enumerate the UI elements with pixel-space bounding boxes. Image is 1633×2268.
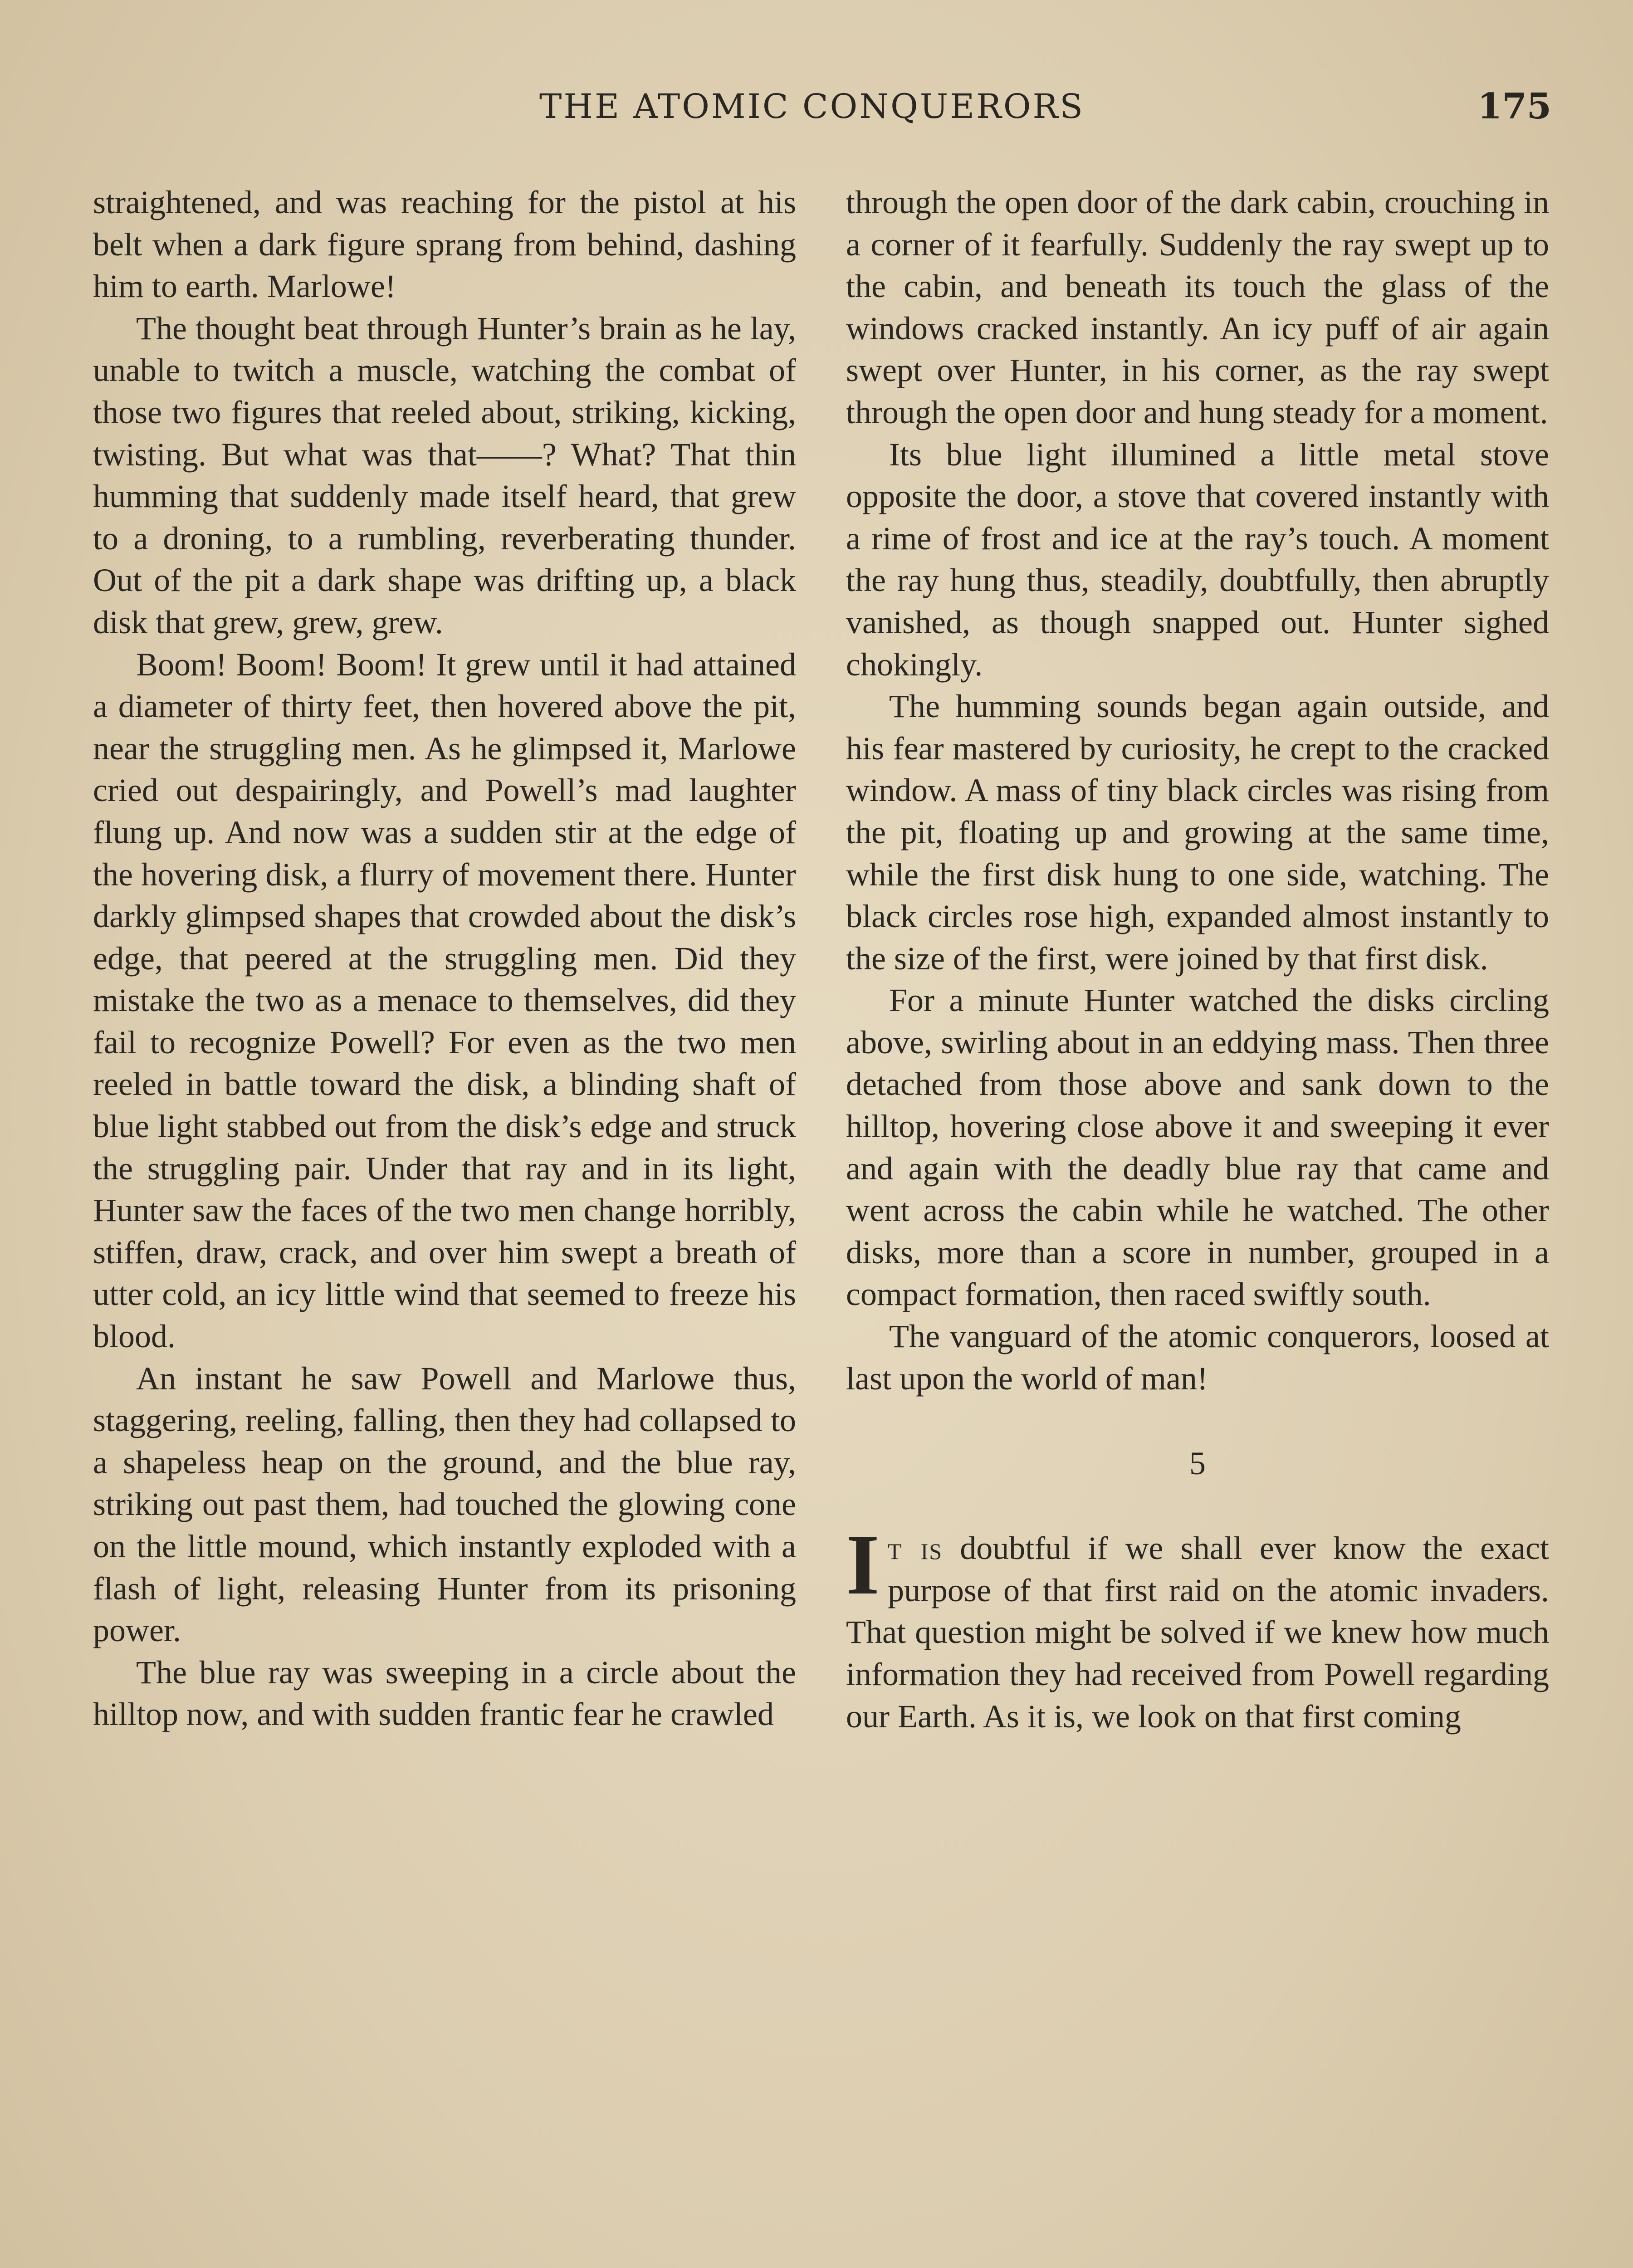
left-column bbox=[93, 181, 796, 1735]
paragraph: through the open door of the dark cabin, crouching in a corner of it fearfully. Suddenly the ray swept up to the cabin, and beneath its touch the glass of the windows cracked instantly. An icy puff of air again swept over Hunter, in his corner, as the ray swept through the open door and hung steady for a moment. bbox=[846, 184, 1549, 430]
right-column bbox=[846, 181, 1549, 1737]
paragraph: The thought beat through Hunter’s brain as he lay, unable to twitch a muscle, watching the combat of those two figures that reeled about, striking, kicking, twisting. But what was that——? What? That thin humming that suddenly made itself heard, that grew to a droning, to a rumbling, reverberating thunder. Out of the pit a dark shape was drifting up, a black disk that grew, grew, grew. bbox=[93, 310, 796, 640]
paragraph: Its blue light illumined a little metal stove opposite the door, a stove that covered instantly with a rime of frost and ice at the ray’s touch. A moment the ray hung thus, steadily, doubtfully, then abruptly vanished, as though snapped out. Hunter sighed chokingly. bbox=[846, 436, 1549, 683]
paragraph: straightened, and was reaching for the pistol at his belt when a dark figure sprang from behind, dashing him to earth. Marlowe! bbox=[93, 184, 796, 305]
section-opening-paragraph bbox=[846, 1517, 1550, 1737]
section-number: 5 bbox=[1189, 1445, 1206, 1482]
running-title: THE ATOMIC CONQUERORS bbox=[539, 87, 1085, 126]
page-header bbox=[73, 79, 1551, 134]
page-number: 175 bbox=[1477, 86, 1551, 127]
paragraph: The vanguard of the atomic conquerors, loosed at last upon the world of man! bbox=[846, 1318, 1549, 1397]
paragraph: An instant he saw Powell and Marlowe thus, staggering, reeling, falling, then they had collapsed to a shapeless heap on the ground, and the blue ray, striking out past them, had touched the glowing cone on the little mound, which instantly exploded with a flash of light, releasing Hunter from its prisoning power. bbox=[93, 1360, 796, 1649]
paragraph: Boom! Boom! Boom! It grew until it had attained a diameter of thirty feet, then hovered above the pit, near the struggling men. As he glimpsed it, Marlowe cried out despairingly, and Powell’s mad laughter flung up. And now was a sudden stir at the edge of the hovering disk, a flurry of movement there. Hunter darkly glimpsed shapes that crowded about the disk’s edge, that peered at the struggling men. Did they mistake the two as a menace to themselves, did they fail to recognize Powell? For even as the two men reeled in battle toward the disk, a blinding shaft of blue light stabbed out from the disk’s edge and struck the struggling pair. Under that ray and in its light, Hunter saw the faces of the two men change horribly, stiffen, draw, crack, and over him swept a breath of utter cold, an icy little wind that seemed to freeze his blood. bbox=[93, 646, 796, 1355]
drop-cap: I bbox=[846, 1517, 880, 1613]
paragraph: The humming sounds began again outside, and his fear mastered by curiosity, he crept to the cracked window. A mass of tiny black circles was rising from the pit, floating up and growing at the same time, while the first disk hung to one side, watching. The black circles rose high, expanded almost instantly to the size of the first, were joined by that first disk. bbox=[846, 688, 1549, 977]
paragraph: The blue ray was sweeping in a circle about the hilltop now, and with sudden frantic fear he crawled bbox=[93, 1654, 796, 1733]
paragraph: For a minute Hunter watched the disks circling above, swirling about in an eddying mass. Then three detached from those above and sank down to the hilltop, hovering close above it and sweeping it ever and again with the deadly blue ray that came and went across the cabin while he watched. The other disks, more than a score in number, grouped in a compact formation, then raced swiftly south. bbox=[846, 982, 1549, 1313]
paragraph-text: doubtful if we shall ever know the exact purpose of that first raid on the atomic invaders. That question might be solved if we knew how much information they had received from Powell regarding our Earth. As it is, we look on that first coming bbox=[846, 1530, 1550, 1735]
small-caps-lead: t is bbox=[887, 1530, 943, 1567]
